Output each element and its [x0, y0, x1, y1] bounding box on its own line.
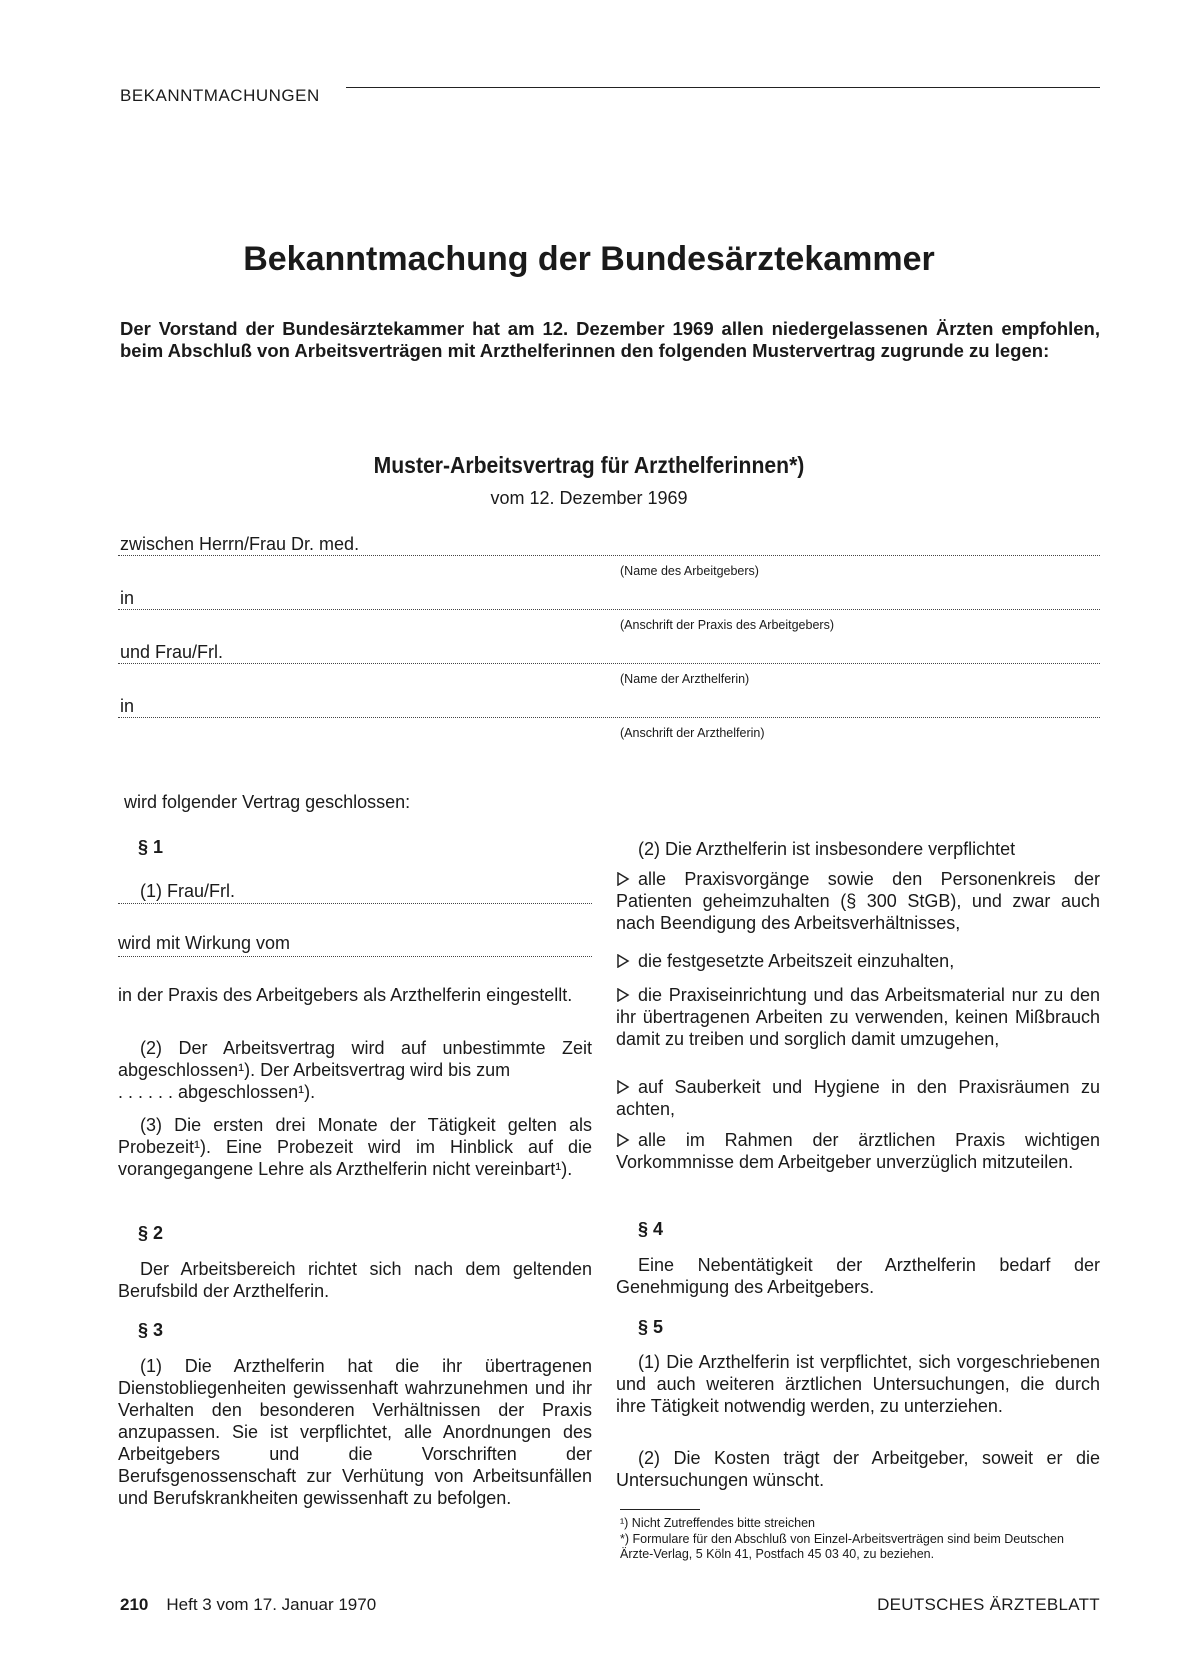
right-column: [616, 0, 1100, 1560]
section-5-paragraph-1: (1) Die Arzthelferin ist verpflichtet, sich vorgeschriebenen und auch weiteren ärztlichen Untersuchungen, die durch ihre Tätigkeit notwendig werden, zu unterziehen.: [616, 1352, 1100, 1416]
list-item: [616, 1076, 1100, 1120]
section-1-paragraph-2b: . . . . . . abgeschlossen¹).: [118, 1082, 316, 1102]
list-item-text: alle im Rahmen der ärztlichen Praxis wichtigen Vorkommnisse dem Arbeitgeber unverzüglich mitzuteilen.: [616, 1130, 1100, 1172]
footnote-1: ¹) Nicht Zutreffendes bitte streichen: [620, 1516, 815, 1530]
list-item-text: die festgesetzte Arbeitszeit einzuhalten,: [638, 951, 955, 971]
section-1-paragraph-2a: (2) Der Arbeitsvertrag wird auf unbestimmte Zeit abgeschlossen¹). Der Arbeitsvertrag wird bis zum: [118, 1038, 592, 1080]
section-5-heading: § 5: [638, 1317, 664, 1337]
employee-name-hint: (Name der Arzthelferin): [620, 672, 750, 686]
triangle-right-outline-icon: [616, 988, 630, 1002]
employer-name-label: zwischen Herrn/Frau Dr. med.: [120, 534, 360, 554]
contract-closing-line: wird folgender Vertrag geschlossen:: [124, 792, 411, 812]
employer-address-label: in: [120, 588, 135, 608]
section-4-heading: § 4: [638, 1219, 664, 1239]
contract-date: vom 12. Dezember 1969: [490, 488, 688, 508]
employer-address-hint: (Anschrift der Praxis des Arbeitgebers): [620, 618, 834, 632]
section-3-paragraph-1: (1) Die Arzthelferin hat die ihr übertragenen Dienstobliegenheiten gewissenhaft wahrzunehmen und ihr Verhalten den besonderen Verhältnissen der Praxis anzupassen. Sie ist verpflichtet, alle Anordnungen des Arbeitgebers und die Vorschriften der Berufsgenossenschaft zur Verhütung von Arbeitsunfällen und Berufskrankheiten gewissenhaft zu befolgen.: [118, 1356, 592, 1508]
section-1-paragraph-1: in der Praxis des Arbeitgebers als Arzthelferin eingestellt.: [118, 985, 573, 1005]
section-1-employee-label: (1) Frau/Frl.: [140, 881, 236, 901]
list-item-text: alle Praxisvorgänge sowie den Personenkreis der Patienten geheimzuhalten (§ 300 StGB), und zwar auch nach Beendigung des Arbeitsverhältnisses,: [616, 869, 1100, 933]
section-1-paragraph-3: (3) Die ersten drei Monate der Tätigkeit gelten als Probezeit¹). Eine Probezeit wird im Hinblick auf die vorangegangene Lehre als Arzthelferin nicht vereinbart¹).: [118, 1115, 592, 1179]
section-2-paragraph-1: Der Arbeitsbereich richtet sich nach dem geltenden Berufsbild der Arzthelferin.: [118, 1259, 592, 1301]
issue-label: Heft 3 vom 17. Januar 1970: [166, 1595, 377, 1614]
list-item: [616, 950, 1100, 972]
employee-name-label: und Frau/Frl.: [120, 642, 224, 662]
list-item-text: die Praxiseinrichtung und das Arbeitsmaterial nur zu den ihr übertragenen Arbeiten zu verwenden, keinen Mißbrauch damit zu treiben und sorglich damit umzugehen,: [616, 985, 1100, 1049]
employee-address-label: in: [120, 696, 135, 716]
left-column: [118, 0, 592, 1560]
footnote-2: *) Formulare für den Abschluß von Einzel-Arbeitsverträgen sind beim Deutschen Ärzte-Verlag, 5 Köln 41, Postfach 45 03 40, zu beziehen.: [620, 1532, 1064, 1561]
section-1-heading: § 1: [138, 837, 164, 857]
section-label: BEKANNTMACHUNGEN: [120, 86, 320, 105]
employer-name-hint: (Name des Arbeitgebers): [620, 564, 759, 578]
section-3-heading: § 3: [138, 1320, 164, 1340]
list-item: [616, 1129, 1100, 1173]
section-5-paragraph-2: (2) Die Kosten trägt der Arbeitgeber, soweit er die Untersuchungen wünscht.: [616, 1448, 1100, 1490]
section-1-effective-line[interactable]: [118, 956, 592, 957]
section-2-heading: § 2: [138, 1223, 164, 1243]
intro-paragraph: Der Vorstand der Bundesärztekammer hat am 12. Dezember 1969 allen niedergelassenen Ärzten empfohlen, beim Abschluß von Arbeitsverträgen mit Arzthelferinnen den folgenden Mustervertrag zugrunde zu legen:: [120, 318, 1100, 361]
list-item: [616, 868, 1100, 934]
triangle-right-outline-icon: [616, 1080, 630, 1094]
contract-title: Muster-Arbeitsvertrag für Arzthelferinnen*): [373, 452, 805, 478]
triangle-right-outline-icon: [616, 1133, 630, 1147]
page-title: Bekanntmachung der Bundesärztekammer: [243, 240, 935, 278]
page-number: 210: [120, 1595, 149, 1614]
list-item: [616, 984, 1100, 1050]
section-1-employee-line[interactable]: [118, 903, 592, 904]
footnote-rule: [620, 1509, 700, 1510]
list-item-text: auf Sauberkeit und Hygiene in den Praxisräumen zu achten,: [616, 1077, 1100, 1119]
section-3-paragraph-2-intro: (2) Die Arzthelferin ist insbesondere verpflichtet: [638, 839, 1016, 859]
triangle-right-outline-icon: [616, 872, 630, 886]
footer-issue-info: [120, 1595, 376, 1615]
section-1-effective-label: wird mit Wirkung vom: [118, 933, 291, 953]
section-4-paragraph-1: Eine Nebentätigkeit der Arzthelferin bedarf der Genehmigung des Arbeitgebers.: [616, 1255, 1100, 1297]
publication-name: DEUTSCHES ÄRZTEBLATT: [877, 1595, 1100, 1614]
triangle-right-outline-icon: [616, 954, 630, 968]
employee-address-hint: (Anschrift der Arzthelferin): [620, 726, 765, 740]
